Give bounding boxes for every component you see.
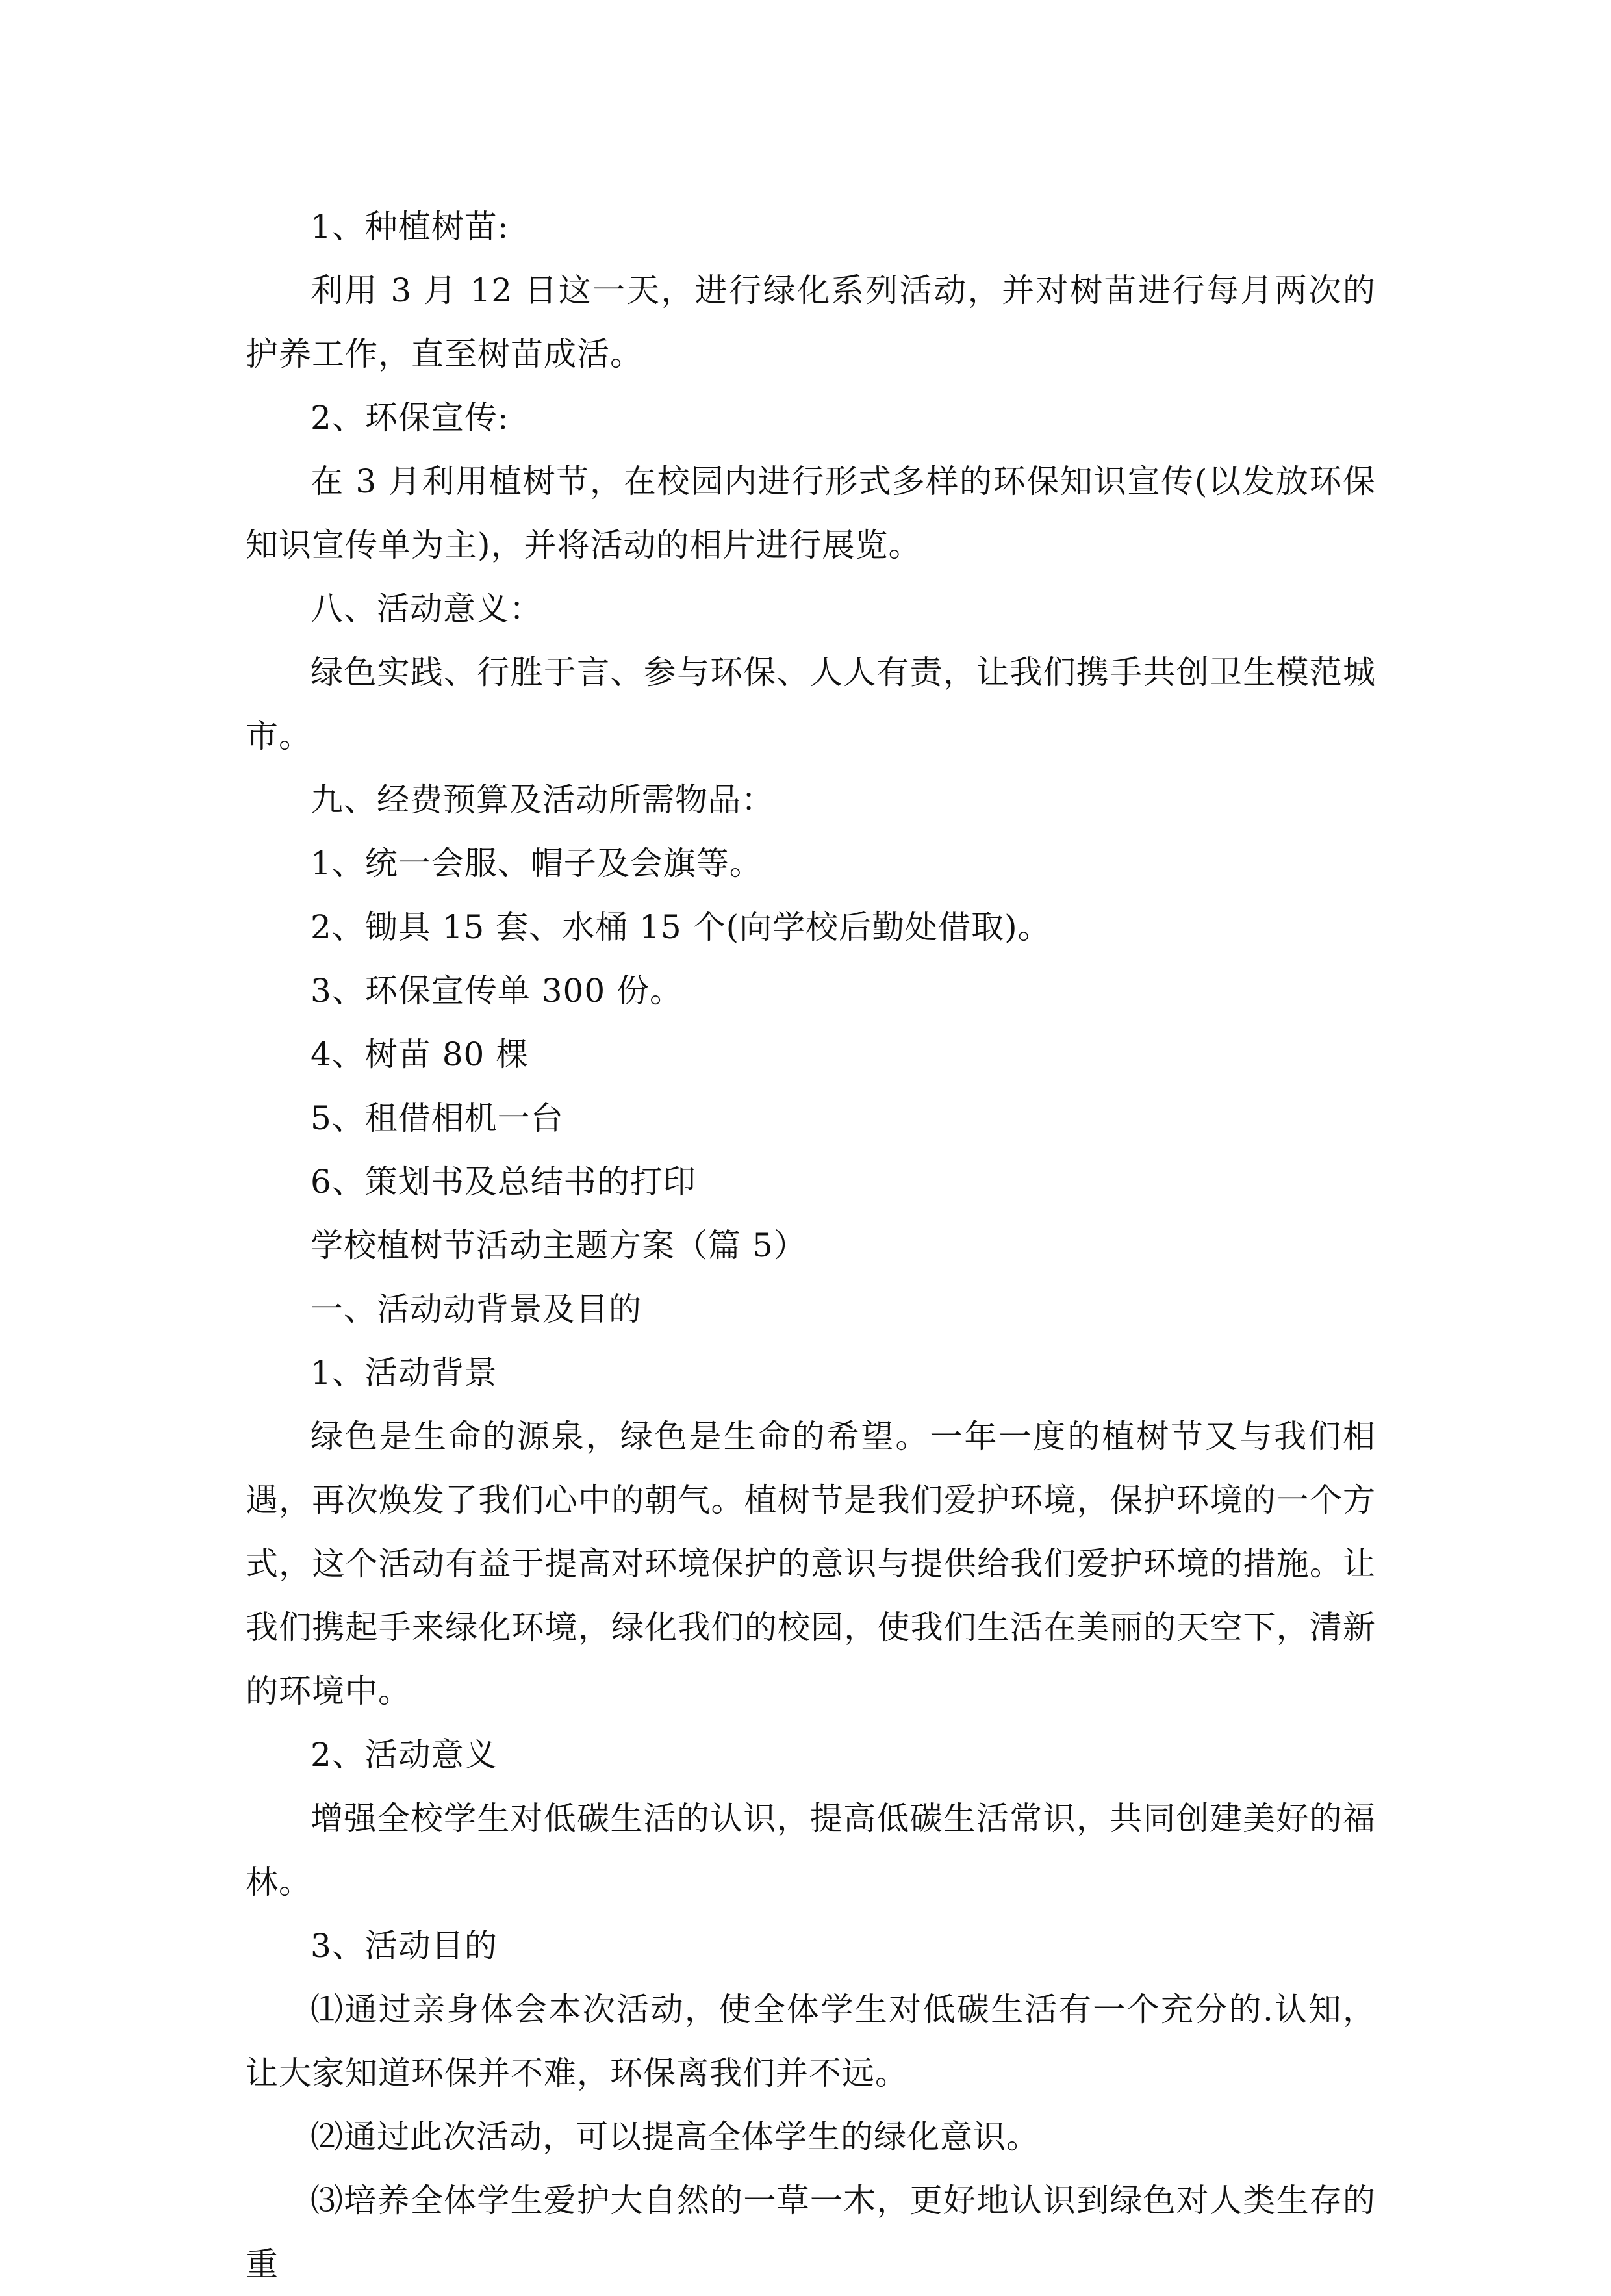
section-heading-budget: 九、经费预算及活动所需物品： <box>311 781 774 819</box>
paragraph-promotion-heading: 2、环保宣传: <box>311 399 509 437</box>
subheading-background: 1、活动背景 <box>311 1354 498 1392</box>
paragraph-significance-text: 绿色实践、行胜于言、参与环保、人人有责，让我们携手共创卫生模范城市。 <box>246 654 1376 755</box>
list-item-budget-1: 1、统一会服、帽子及会旗等。 <box>311 845 763 882</box>
paragraph-planting-text: 利用 3 月 12 日这一天，进行绿化系列活动，并对树苗进行每月两次的护养工作，直至树苗成活。 <box>246 272 1376 373</box>
list-item-budget-5: 5、租借相机一台 <box>311 1099 564 1137</box>
list-item-purpose-2: ⑵通过此次活动，可以提高全体学生的绿化意识。 <box>311 2118 1039 2156</box>
list-item-budget-6: 6、策划书及总结书的打印 <box>311 1163 696 1201</box>
paragraph-background-text: 绿色是生命的源泉，绿色是生命的希望。一年一度的植树节又与我们相遇，再次焕发了我们心中的朝气。植树节是我们爱护环境，保护环境的一个方式，这个活动有益于提高对环境保护的意识与提供给我们爱护环境的措施。让我们携起手来绿化环境，绿化我们的校园，使我们生活在美丽的天空下，清新的环境中。 <box>246 1418 1376 1710</box>
paragraph-meaning-text: 增强全校学生对低碳生活的认识，提高低碳生活常识，共同创建美好的福林。 <box>246 1800 1376 1901</box>
paragraph-planting-heading: 1、种植树苗: <box>311 208 509 246</box>
subheading-meaning: 2、活动意义 <box>311 1736 498 1774</box>
document-body <box>246 195 1376 2296</box>
list-item-budget-2: 2、锄具 15 套、水桶 15 个(向学校后勤处借取)。 <box>311 908 1051 946</box>
section-heading-background-purpose: 一、活动动背景及目的 <box>311 1290 642 1328</box>
section-heading-significance: 八、活动意义： <box>311 590 542 628</box>
list-item-budget-3: 3、环保宣传单 300 份。 <box>311 972 683 1010</box>
subheading-purpose: 3、活动目的 <box>311 1927 498 1965</box>
plan-title: 学校植树节活动主题方案（篇 5） <box>311 1227 807 1264</box>
list-item-purpose-1: ⑴通过亲身体会本次活动，使全体学生对低碳生活有一个充分的.认知，让大家知道环保并不难，环保离我们并不远。 <box>246 1991 1376 2092</box>
paragraph-promotion-text: 在 3 月利用植树节，在校园内进行形式多样的环保知识宣传(以发放环保知识宣传单为主)，并将活动的相片进行展览。 <box>246 463 1376 564</box>
list-item-purpose-3: ⑶培养全体学生爱护大自然的一草一木，更好地认识到绿色对人类生存的重 <box>246 2182 1376 2283</box>
list-item-budget-4: 4、树苗 80 棵 <box>311 1036 529 1073</box>
